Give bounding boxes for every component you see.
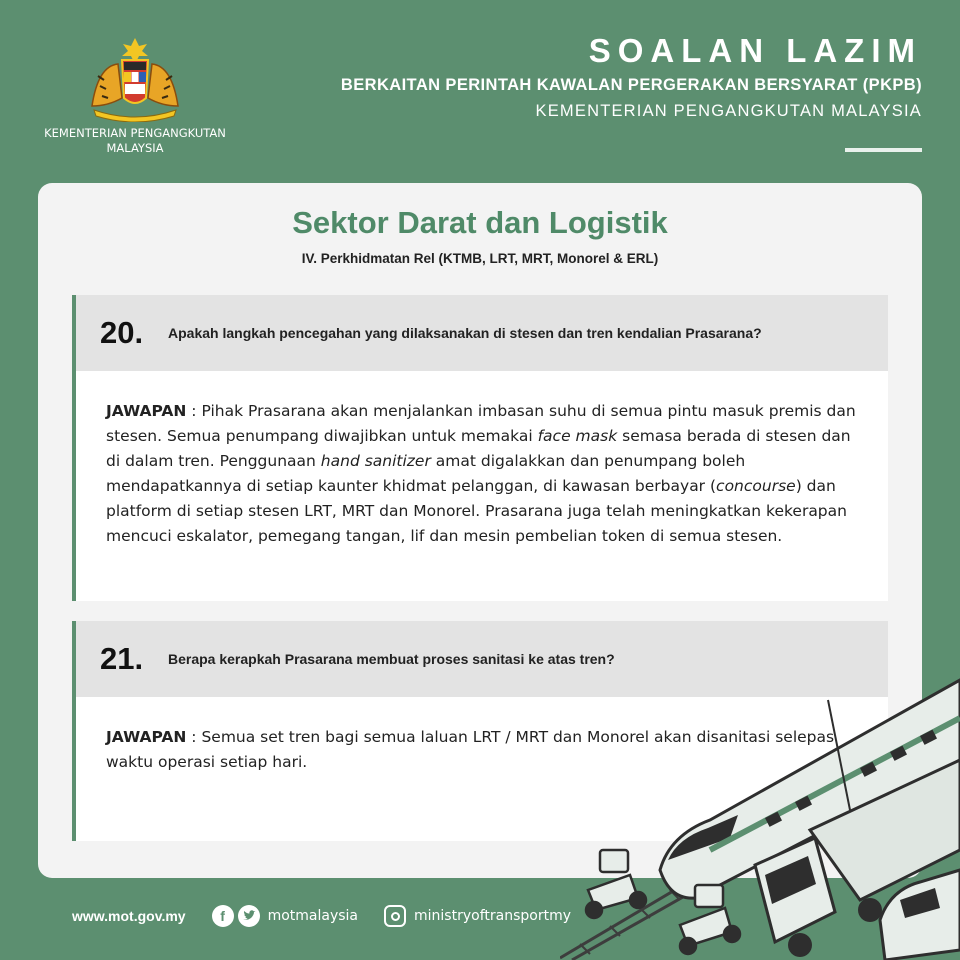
section-title: Sektor Darat dan Logistik xyxy=(292,205,668,240)
facebook-icon[interactable]: f xyxy=(212,905,234,927)
question-header xyxy=(72,295,888,371)
question-text: Berapa kerapkah Prasarana membuat proses sanitasi ke atas tren? xyxy=(168,651,615,667)
answer-label: JAWAPAN xyxy=(106,728,187,746)
answer-segment: ) dan platform di setiap stesen LRT, MRT dan Monorel. Prasarana juga telah meningkatkan kekerapan mencuci eskalator, pemegang tangan, lif dan mesin pembelian token di semua stesen. xyxy=(106,477,847,545)
answer-term-concourse: concourse xyxy=(716,477,796,495)
ministry-label xyxy=(28,126,242,156)
header-titles xyxy=(341,30,922,124)
website-link[interactable]: www.mot.gov.my xyxy=(72,908,186,924)
twitter-handle[interactable]: motmalaysia xyxy=(267,908,359,924)
question-number: 20. xyxy=(100,315,144,350)
answer-segment: semasa berada di stesen dan di dalam tren. Penggunaan xyxy=(106,427,851,470)
page-subtitle: BERKAITAN PERINTAH KAWALAN PERGERAKAN BERSYARAT (PKPB) xyxy=(340,76,922,94)
twitter-icon[interactable] xyxy=(238,905,260,927)
instagram-handle[interactable]: ministryoftransportmy xyxy=(414,908,571,924)
answer-text xyxy=(106,399,862,549)
footer xyxy=(72,900,571,932)
question-text: Apakah langkah pencegahan yang dilaksanakan di stesen dan tren kendalian Prasarana? xyxy=(168,325,762,341)
answer-term-face-mask: face mask xyxy=(537,427,618,445)
faq-item-20 xyxy=(72,295,888,601)
header-divider xyxy=(845,148,922,152)
question-number: 21. xyxy=(100,641,144,676)
instagram-icon[interactable] xyxy=(384,905,406,927)
answer-body xyxy=(72,371,888,601)
ministry-label-line2: MALAYSIA xyxy=(106,141,164,155)
transport-vehicles-illustration xyxy=(560,660,960,960)
answer-term-hand-sanitizer: hand sanitizer xyxy=(320,452,431,470)
ministry-subtitle: KEMENTERIAN PENGANGKUTAN MALAYSIA xyxy=(535,102,922,120)
malaysia-coat-of-arms-logo xyxy=(80,36,190,122)
ministry-label-line1: KEMENTERIAN PENGANGKUTAN xyxy=(44,126,226,140)
answer-segment: amat digalakkan dan penumpang boleh mendapatkannya di setiap kaunter khidmat pelanggan, di kawasan berbayar ( xyxy=(106,452,746,495)
answer-segment: : Semua set tren bagi semua laluan LRT / MRT dan Monorel akan disanitasi selepas waktu operasi setiap hari. xyxy=(106,728,835,771)
page-title: SOALAN LAZIM xyxy=(588,32,922,69)
section-subtitle: IV. Perkhidmatan Rel (KTMB, LRT, MRT, Monorel & ERL) xyxy=(301,251,659,266)
answer-label: JAWAPAN xyxy=(106,402,187,420)
answer-segment: : Pihak Prasarana akan menjalankan imbasan suhu di semua pintu masuk premis dan stesen. Semua penumpang diwajibkan untuk memakai xyxy=(106,402,856,445)
